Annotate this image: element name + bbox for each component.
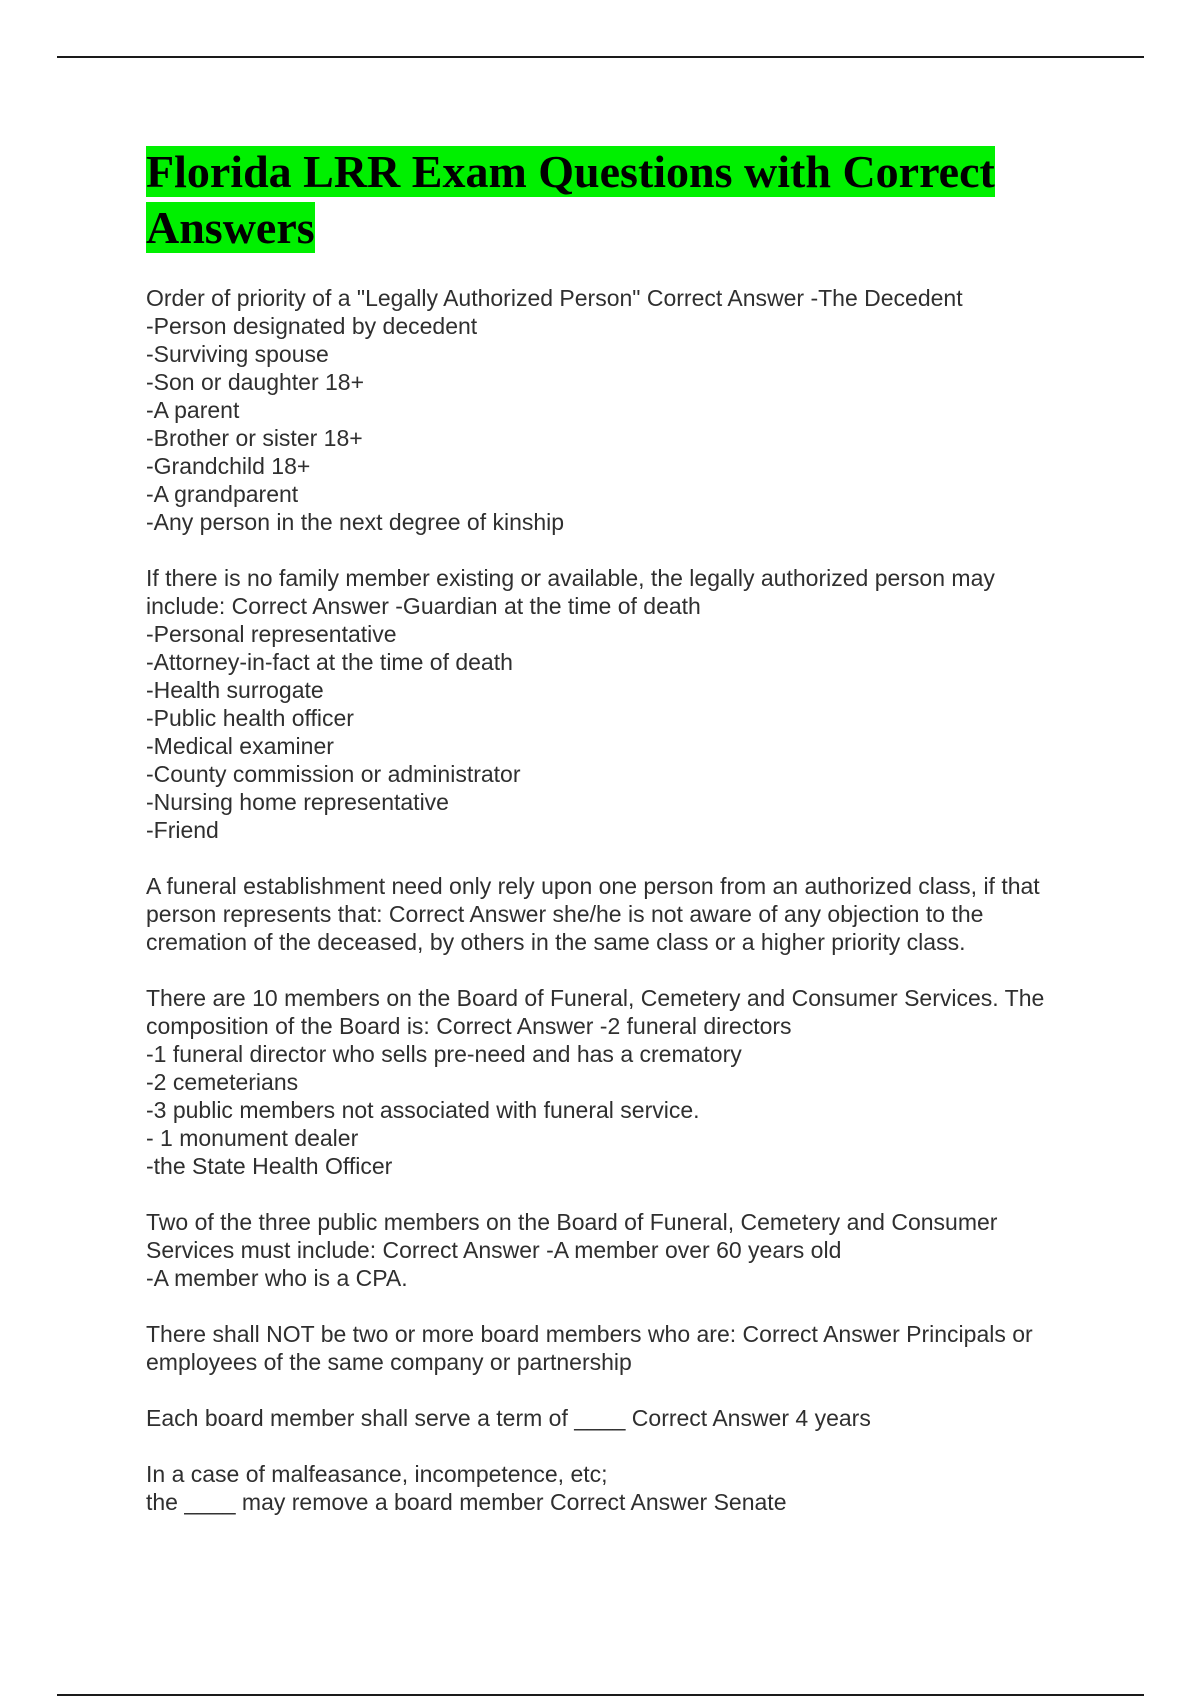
qa-item-board-term: Each board member shall serve a term of ____ Correct Answer 4 years (146, 1405, 871, 1431)
qa-item-authorized-class: A funeral establishment need only rely upon one person from an authorized class, if that person represents that: Correct Answer she/he is not aware of any objection to the cremation of the deceased, by others in the same class or a higher priority class. (146, 873, 1047, 955)
document-body (146, 144, 1066, 1544)
header-rule (57, 56, 1144, 58)
qa-item-legally-authorized-priority: Order of priority of a "Legally Authorized Person" Correct Answer -The Decedent -Person designated by decedent -Surviving spouse -Son or daughter 18+ -A parent -Brother or sister 18+ -Grandchild 18+ -A grandparent -Any person in the next degree of kinship (146, 285, 963, 535)
qa-item-no-family-member: If there is no family member existing or available, the legally authorized person may include: Correct Answer -Guardian at the time of death -Personal representative -Attorney-in-fact at the time of death -Health surrogate -Public health officer -Medical examiner -County commission or administrator -Nursing home representative -Friend (146, 565, 995, 843)
title-highlight: Florida LRR Exam Questions with Correct Answers (146, 146, 995, 253)
qa-item-remove-board-member: In a case of malfeasance, incompetence, etc; the ____ may remove a board member Correct Answer Senate (146, 1461, 787, 1515)
document-title (146, 144, 1066, 256)
qa-item-board-composition: There are 10 members on the Board of Funeral, Cemetery and Consumer Services. The composition of the Board is: Correct Answer -2 funeral directors -1 funeral director who sells pre-need and has a crematory -2 cemeterians -3 public members not associated with funeral service. - 1 monument dealer -the State Health Officer (146, 985, 1045, 1179)
footer-rule (57, 1694, 1144, 1696)
qa-item-board-members-restriction: There shall NOT be two or more board members who are: Correct Answer Principals or employees of the same company or partnership (146, 1321, 1040, 1375)
qa-item-public-members: Two of the three public members on the Board of Funeral, Cemetery and Consumer Services must include: Correct Answer -A member over 60 years old -A member who is a CPA. (146, 1209, 998, 1291)
